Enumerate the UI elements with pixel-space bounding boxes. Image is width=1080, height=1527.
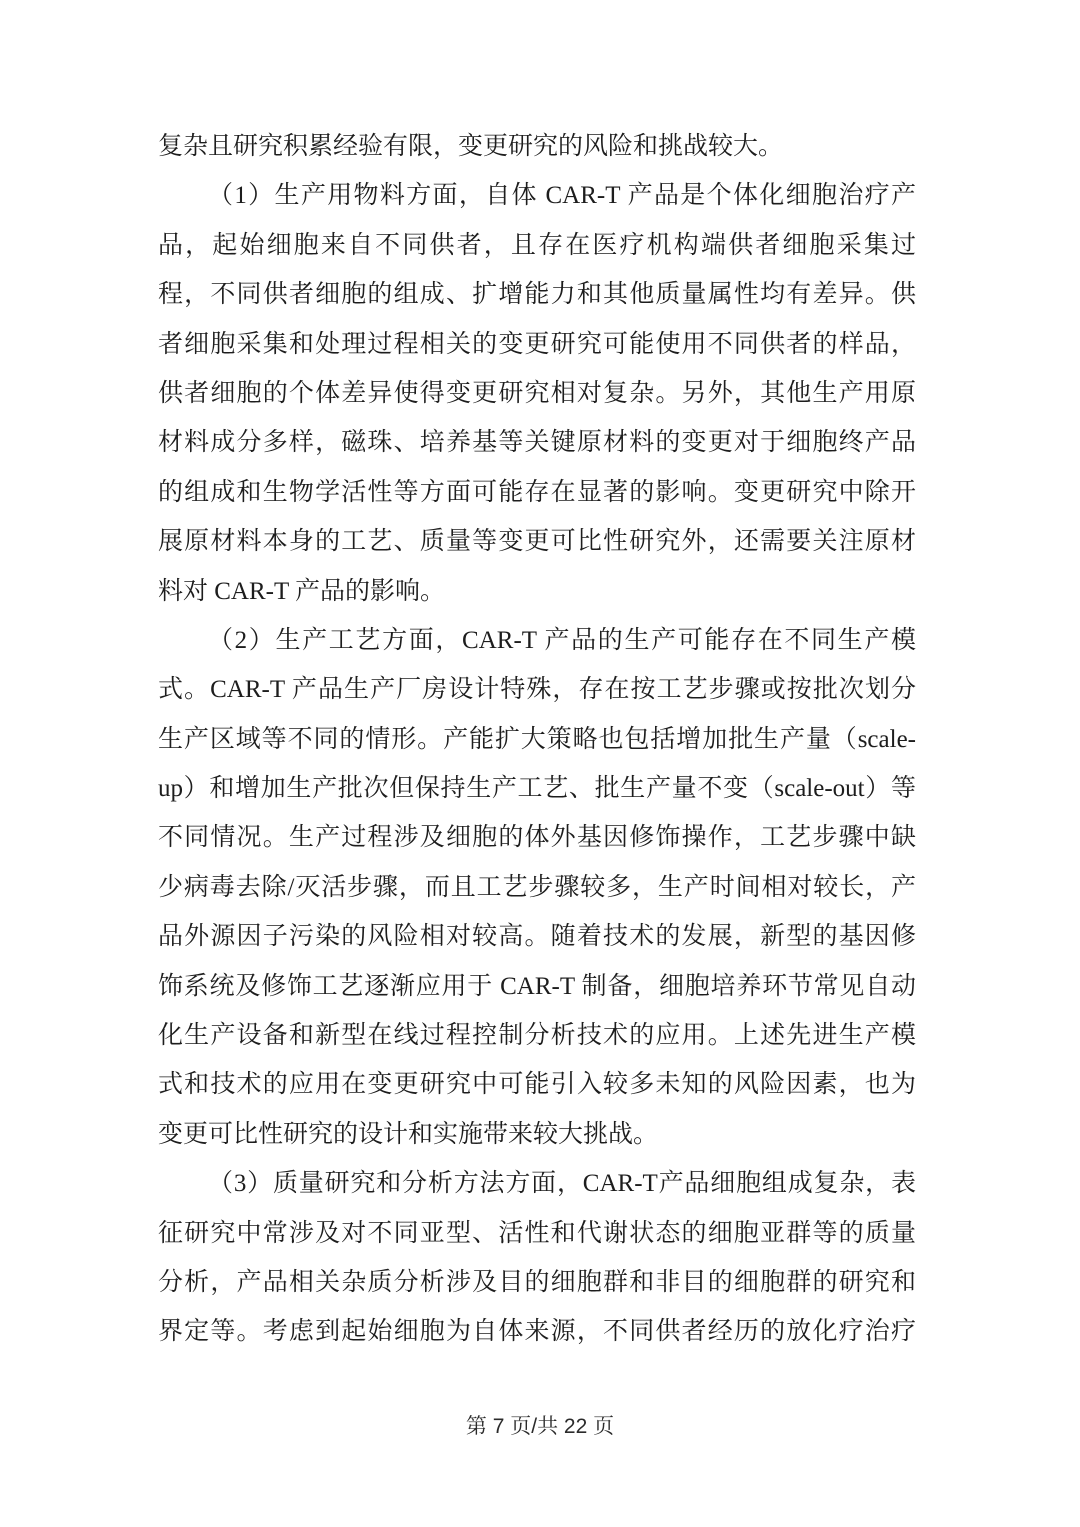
text-line: 品，起始细胞来自不同供者，且存在医疗机构端供者细胞采集过 <box>158 231 916 259</box>
text-line: 生产区域等不同的情形。产能扩大策略也包括增加批生产量（scale- <box>158 725 916 753</box>
text-line: 式。CAR-T 产品生产厂房设计特殊，存在按工艺步骤或按批次划分 <box>158 676 916 704</box>
text-line: 征研究中常涉及对不同亚型、活性和代谢状态的细胞亚群等的质量 <box>158 1219 916 1247</box>
text-line: 界定等。考虑到起始细胞为自体来源，不同供者经历的放化疗治疗 <box>158 1318 916 1346</box>
text-line: 展原材料本身的工艺、质量等变更可比性研究外，还需要关注原材 <box>158 528 916 556</box>
page-number-label: 第 7 页/共 22 页 <box>465 1415 615 1438</box>
document-body <box>158 122 916 1357</box>
text-line: 料对 CAR-T 产品的影响。 <box>158 577 446 605</box>
text-line: 不同情况。生产过程涉及细胞的体外基因修饰操作，工艺步骤中缺 <box>158 824 916 852</box>
text-line: 品外源因子污染的风险相对较高。随着技术的发展，新型的基因修 <box>158 923 916 951</box>
text-line: （1）生产用物料方面，自体 CAR-T 产品是个体化细胞治疗产 <box>208 182 916 210</box>
text-line: （3）质量研究和分析方法方面，CAR-T产品细胞组成复杂，表 <box>208 1170 916 1198</box>
page-footer <box>0 1410 1080 1440</box>
text-line: 程，不同供者细胞的组成、扩增能力和其他质量属性均有差异。供 <box>158 281 916 309</box>
text-line: 少病毒去除/灭活步骤，而且工艺步骤较多，生产时间相对较长，产 <box>158 873 916 901</box>
text-line: up）和增加生产批次但保持生产工艺、批生产量不变（scale-out）等 <box>158 775 916 803</box>
text-line: 复杂且研究积累经验有限，变更研究的风险和挑战较大。 <box>158 133 784 160</box>
text-line: 的组成和生物学活性等方面可能存在显著的影响。变更研究中除开 <box>158 478 916 506</box>
text-line: 供者细胞的个体差异使得变更研究相对复杂。另外，其他生产用原 <box>158 379 916 407</box>
text-line: 变更可比性研究的设计和实施带来较大挑战。 <box>158 1120 659 1148</box>
text-line: 饰系统及修饰工艺逐渐应用于 CAR-T 制备，细胞培养环节常见自动 <box>158 972 916 1000</box>
text-line: 式和技术的应用在变更研究中可能引入较多未知的风险因素，也为 <box>158 1071 916 1099</box>
text-line: 材料成分多样，磁珠、培养基等关键原材料的变更对于细胞终产品 <box>158 429 916 457</box>
text-line: 者细胞采集和处理过程相关的变更研究可能使用不同供者的样品， <box>158 330 916 358</box>
text-line: 化生产设备和新型在线过程控制分析技术的应用。上述先进生产模 <box>158 1022 916 1050</box>
text-line: 分析，产品相关杂质分析涉及目的细胞群和非目的细胞群的研究和 <box>158 1268 916 1296</box>
text-line: （2）生产工艺方面，CAR-T 产品的生产可能存在不同生产模 <box>208 626 916 654</box>
